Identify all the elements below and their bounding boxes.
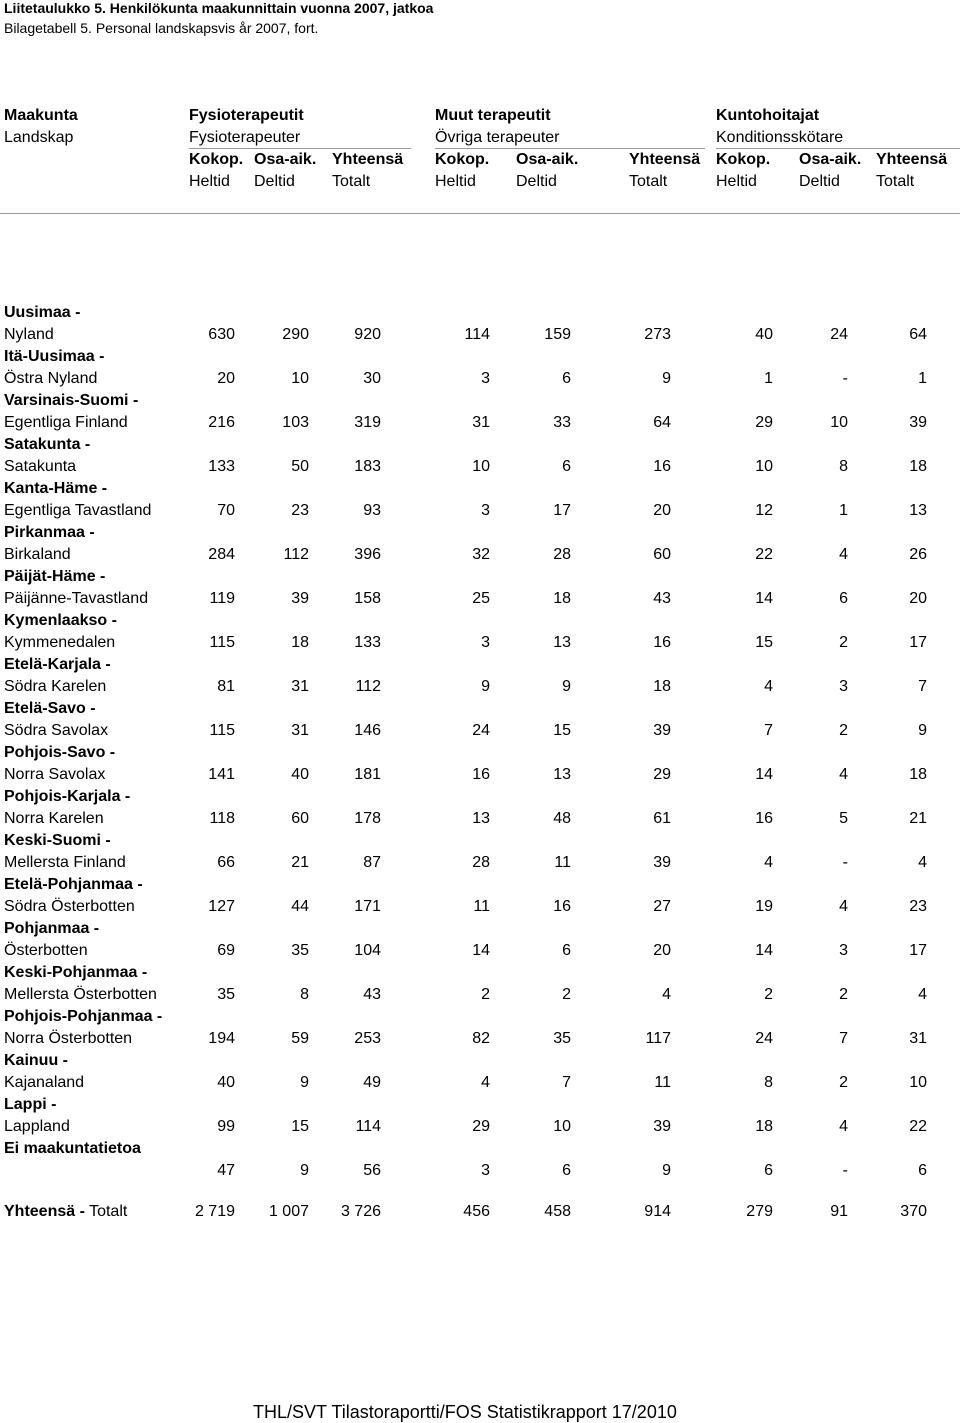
cell-fitness-parttime: 2 bbox=[839, 722, 848, 739]
cell-physio-fulltime: 284 bbox=[208, 546, 235, 563]
cell-other-parttime: 9 bbox=[562, 678, 571, 695]
cell-physio-parttime: 10 bbox=[291, 370, 309, 387]
cell-fitness-parttime: 7 bbox=[839, 1030, 848, 1047]
cell-physio-parttime: 15 bbox=[291, 1118, 309, 1135]
cell-other-parttime: 16 bbox=[553, 898, 571, 915]
cell-other-total: 39 bbox=[653, 1118, 671, 1135]
total-label-fi: Yhteensä - bbox=[4, 1203, 85, 1220]
cell-physio-parttime: 31 bbox=[291, 678, 309, 695]
cell-fitness-fulltime: 14 bbox=[755, 942, 773, 959]
cell-other-total: 9 bbox=[662, 370, 671, 387]
total-physio-fulltime: 2 719 bbox=[194, 1203, 235, 1220]
cell-other-fulltime: 31 bbox=[472, 414, 490, 431]
header-col-fulltime-sv: Heltid bbox=[189, 173, 230, 190]
cell-physio-total: 114 bbox=[355, 1118, 381, 1135]
header-col-fulltime-fi: Kokop. bbox=[189, 151, 244, 168]
cell-physio-total: 87 bbox=[363, 854, 381, 871]
cell-fitness-parttime: 4 bbox=[839, 766, 848, 783]
cell-other-fulltime: 3 bbox=[481, 370, 490, 387]
cell-fitness-total: 39 bbox=[909, 414, 927, 431]
header-col-parttime-fi: Osa-aik. bbox=[799, 151, 862, 168]
cell-fitness-fulltime: 12 bbox=[755, 502, 773, 519]
cell-other-parttime: 6 bbox=[562, 942, 571, 959]
region-name-fi: Kymenlaakso - bbox=[4, 612, 117, 629]
cell-other-total: 20 bbox=[653, 942, 671, 959]
cell-fitness-parttime: 4 bbox=[839, 546, 848, 563]
cell-other-fulltime: 25 bbox=[472, 590, 490, 607]
header-bottom-rule bbox=[0, 213, 960, 214]
header-col-total-sv: Totalt bbox=[629, 173, 668, 190]
header-col-parttime-fi: Osa-aik. bbox=[254, 151, 317, 168]
header-group-rule bbox=[435, 148, 705, 149]
cell-physio-parttime: 40 bbox=[291, 766, 309, 783]
cell-other-total: 39 bbox=[653, 854, 671, 871]
cell-other-parttime: 10 bbox=[553, 1118, 571, 1135]
cell-fitness-parttime: 1 bbox=[839, 502, 848, 519]
region-name-sv: Norra Österbotten bbox=[4, 1030, 133, 1047]
region-name-sv: Norra Karelen bbox=[4, 810, 104, 827]
region-name-fi: Pohjois-Savo - bbox=[4, 744, 116, 761]
cell-fitness-total: 22 bbox=[909, 1118, 927, 1135]
cell-physio-fulltime: 141 bbox=[208, 766, 235, 783]
cell-fitness-fulltime: 4 bbox=[764, 678, 773, 695]
header-col-parttime-sv: Deltid bbox=[516, 173, 557, 190]
region-name-sv: Österbotten bbox=[4, 942, 88, 959]
total-other-parttime: 458 bbox=[544, 1203, 571, 1220]
region-name-fi: Uusimaa - bbox=[4, 304, 81, 321]
cell-fitness-fulltime: 2 bbox=[764, 986, 773, 1003]
cell-physio-fulltime: 70 bbox=[217, 502, 235, 519]
total-fitness-total: 370 bbox=[900, 1203, 927, 1220]
cell-other-fulltime: 4 bbox=[481, 1074, 490, 1091]
region-name-fi: Pohjois-Pohjanmaa - bbox=[4, 1008, 163, 1025]
cell-other-fulltime: 9 bbox=[481, 678, 490, 695]
header-col-parttime-sv: Deltid bbox=[799, 173, 840, 190]
cell-fitness-fulltime: 19 bbox=[755, 898, 773, 915]
cell-other-total: 29 bbox=[653, 766, 671, 783]
cell-other-total: 60 bbox=[653, 546, 671, 563]
region-name-fi: Pohjanmaa - bbox=[4, 920, 100, 937]
cell-physio-fulltime: 20 bbox=[217, 370, 235, 387]
region-name-fi: Keski-Pohjanmaa - bbox=[4, 964, 148, 981]
cell-other-fulltime: 16 bbox=[472, 766, 490, 783]
cell-fitness-parttime: - bbox=[842, 370, 848, 387]
cell-physio-parttime: 112 bbox=[283, 546, 309, 563]
cell-physio-total: 133 bbox=[354, 634, 381, 651]
region-name-fi: Pirkanmaa - bbox=[4, 524, 95, 541]
cell-other-parttime: 18 bbox=[553, 590, 571, 607]
cell-physio-total: 183 bbox=[354, 458, 381, 475]
cell-physio-fulltime: 133 bbox=[208, 458, 235, 475]
cell-fitness-parttime: 24 bbox=[830, 326, 848, 343]
cell-fitness-fulltime: 15 bbox=[755, 634, 773, 651]
cell-physio-total: 158 bbox=[354, 590, 381, 607]
region-name-fi: Ei maakuntatietoa bbox=[4, 1140, 141, 1157]
cell-fitness-parttime: 10 bbox=[830, 414, 848, 431]
region-name-fi: Kainuu - bbox=[4, 1052, 68, 1069]
cell-physio-fulltime: 115 bbox=[209, 634, 235, 651]
region-name-fi: Etelä-Pohjanmaa - bbox=[4, 876, 143, 893]
cell-physio-parttime: 39 bbox=[291, 590, 309, 607]
cell-physio-parttime: 9 bbox=[300, 1162, 309, 1179]
cell-other-total: 273 bbox=[644, 326, 671, 343]
cell-other-parttime: 6 bbox=[562, 370, 571, 387]
total-other-fulltime: 456 bbox=[463, 1203, 490, 1220]
header-group-rule bbox=[189, 148, 411, 149]
cell-other-total: 64 bbox=[653, 414, 671, 431]
cell-physio-fulltime: 40 bbox=[217, 1074, 235, 1091]
cell-other-fulltime: 114 bbox=[464, 326, 490, 343]
cell-physio-total: 171 bbox=[354, 898, 381, 915]
cell-fitness-parttime: 4 bbox=[839, 1118, 848, 1135]
cell-other-total: 20 bbox=[653, 502, 671, 519]
cell-fitness-fulltime: 6 bbox=[764, 1162, 773, 1179]
cell-physio-fulltime: 69 bbox=[217, 942, 235, 959]
region-name-fi: Pohjois-Karjala - bbox=[4, 788, 131, 805]
cell-other-fulltime: 3 bbox=[481, 502, 490, 519]
cell-other-parttime: 7 bbox=[562, 1074, 571, 1091]
header-col-total-fi: Yhteensä bbox=[876, 151, 948, 168]
cell-fitness-parttime: 3 bbox=[839, 942, 848, 959]
cell-fitness-fulltime: 8 bbox=[764, 1074, 773, 1091]
cell-fitness-total: 6 bbox=[918, 1162, 927, 1179]
region-name-fi: Keski-Suomi - bbox=[4, 832, 111, 849]
cell-other-fulltime: 32 bbox=[472, 546, 490, 563]
header-group-fitness-sv: Konditionsskötare bbox=[716, 129, 844, 146]
cell-fitness-fulltime: 14 bbox=[755, 766, 773, 783]
header-group-physio-sv: Fysioterapeuter bbox=[189, 129, 301, 146]
header-group-physio-fi: Fysioterapeutit bbox=[189, 107, 304, 124]
cell-other-parttime: 13 bbox=[553, 766, 571, 783]
cell-other-fulltime: 11 bbox=[473, 898, 490, 915]
region-name-sv: Östra Nyland bbox=[4, 370, 98, 387]
cell-physio-total: 319 bbox=[354, 414, 381, 431]
region-name-sv: Södra Karelen bbox=[4, 678, 107, 695]
total-row-label bbox=[4, 1202, 127, 1222]
cell-fitness-parttime: - bbox=[842, 1162, 848, 1179]
cell-fitness-total: 17 bbox=[909, 634, 927, 651]
cell-other-fulltime: 10 bbox=[472, 458, 490, 475]
region-name-fi: Satakunta - bbox=[4, 436, 91, 453]
cell-physio-fulltime: 127 bbox=[208, 898, 235, 915]
cell-other-parttime: 13 bbox=[553, 634, 571, 651]
header-region-sv: Landskap bbox=[4, 129, 74, 146]
cell-other-parttime: 15 bbox=[553, 722, 571, 739]
region-name-sv: Egentliga Tavastland bbox=[4, 502, 152, 519]
region-name-fi: Kanta-Häme - bbox=[4, 480, 108, 497]
cell-physio-total: 112 bbox=[355, 678, 381, 695]
cell-other-fulltime: 3 bbox=[481, 1162, 490, 1179]
cell-fitness-total: 4 bbox=[918, 854, 927, 871]
cell-fitness-total: 7 bbox=[918, 678, 927, 695]
cell-physio-parttime: 44 bbox=[291, 898, 309, 915]
region-name-sv: Kymmenedalen bbox=[4, 634, 116, 651]
total-other-total: 914 bbox=[644, 1203, 671, 1220]
region-name-sv: Lappland bbox=[4, 1118, 70, 1135]
region-name-fi: Päijät-Häme - bbox=[4, 568, 106, 585]
cell-physio-parttime: 103 bbox=[282, 414, 309, 431]
cell-fitness-parttime: 3 bbox=[839, 678, 848, 695]
cell-physio-parttime: 31 bbox=[291, 722, 309, 739]
total-fitness-parttime: 91 bbox=[830, 1203, 848, 1220]
cell-other-total: 16 bbox=[653, 458, 671, 475]
cell-physio-parttime: 290 bbox=[282, 326, 309, 343]
cell-other-total: 4 bbox=[662, 986, 671, 1003]
cell-other-fulltime: 3 bbox=[481, 634, 490, 651]
cell-other-fulltime: 82 bbox=[472, 1030, 490, 1047]
cell-fitness-total: 17 bbox=[909, 942, 927, 959]
cell-physio-parttime: 60 bbox=[291, 810, 309, 827]
cell-fitness-total: 26 bbox=[909, 546, 927, 563]
cell-fitness-total: 18 bbox=[909, 458, 927, 475]
cell-other-total: 43 bbox=[653, 590, 671, 607]
cell-other-total: 16 bbox=[653, 634, 671, 651]
total-physio-parttime: 1 007 bbox=[268, 1203, 309, 1220]
cell-other-total: 61 bbox=[653, 810, 671, 827]
header-group-rule bbox=[716, 148, 960, 149]
cell-physio-fulltime: 81 bbox=[217, 678, 235, 695]
header-group-other-sv: Övriga terapeuter bbox=[435, 129, 560, 146]
cell-physio-total: 104 bbox=[354, 942, 381, 959]
region-name-sv: Mellersta Österbotten bbox=[4, 986, 157, 1003]
cell-fitness-fulltime: 14 bbox=[755, 590, 773, 607]
cell-fitness-fulltime: 18 bbox=[755, 1118, 773, 1135]
cell-other-parttime: 6 bbox=[562, 1162, 571, 1179]
cell-physio-fulltime: 35 bbox=[217, 986, 235, 1003]
cell-fitness-fulltime: 10 bbox=[755, 458, 773, 475]
header-group-other-fi: Muut terapeutit bbox=[435, 107, 551, 124]
cell-fitness-parttime: - bbox=[842, 854, 848, 871]
header-col-fulltime-sv: Heltid bbox=[716, 173, 757, 190]
region-name-sv: Birkaland bbox=[4, 546, 71, 563]
cell-other-total: 117 bbox=[645, 1030, 671, 1047]
cell-other-parttime: 2 bbox=[562, 986, 571, 1003]
cell-fitness-total: 21 bbox=[909, 810, 927, 827]
cell-other-fulltime: 14 bbox=[472, 942, 490, 959]
cell-physio-parttime: 9 bbox=[300, 1074, 309, 1091]
cell-fitness-fulltime: 4 bbox=[764, 854, 773, 871]
cell-fitness-total: 1 bbox=[918, 370, 927, 387]
header-col-fulltime-sv: Heltid bbox=[435, 173, 476, 190]
cell-physio-parttime: 18 bbox=[291, 634, 309, 651]
cell-fitness-total: 4 bbox=[918, 986, 927, 1003]
region-name-sv: Kajanaland bbox=[4, 1074, 85, 1091]
cell-fitness-fulltime: 16 bbox=[755, 810, 773, 827]
cell-physio-total: 146 bbox=[354, 722, 381, 739]
header-col-parttime-sv: Deltid bbox=[254, 173, 295, 190]
cell-physio-parttime: 8 bbox=[300, 986, 309, 1003]
cell-physio-fulltime: 119 bbox=[209, 590, 235, 607]
cell-fitness-parttime: 8 bbox=[839, 458, 848, 475]
cell-other-parttime: 159 bbox=[544, 326, 571, 343]
cell-physio-total: 49 bbox=[363, 1074, 381, 1091]
cell-fitness-fulltime: 7 bbox=[764, 722, 773, 739]
total-physio-total: 3 726 bbox=[340, 1203, 381, 1220]
region-name-fi: Lappi - bbox=[4, 1096, 57, 1113]
cell-physio-fulltime: 194 bbox=[208, 1030, 235, 1047]
cell-physio-total: 30 bbox=[363, 370, 381, 387]
footer-publication: THL/SVT Tilastoraportti/FOS Statistikrapport 17/2010 bbox=[253, 1402, 677, 1422]
cell-fitness-fulltime: 1 bbox=[764, 370, 773, 387]
table-title-sv: Bilagetabell 5. Personal landskapsvis år 2007, fort. bbox=[4, 20, 319, 36]
cell-fitness-parttime: 5 bbox=[839, 810, 848, 827]
cell-physio-total: 178 bbox=[354, 810, 381, 827]
cell-other-fulltime: 13 bbox=[472, 810, 490, 827]
header-region-fi: Maakunta bbox=[4, 107, 78, 124]
region-name-fi: Itä-Uusimaa - bbox=[4, 348, 105, 365]
region-name-fi: Etelä-Karjala - bbox=[4, 656, 111, 673]
table-title-fi: Liitetaulukko 5. Henkilökunta maakunnittain vuonna 2007, jatkoa bbox=[4, 0, 434, 16]
region-name-fi: Varsinais-Suomi - bbox=[4, 392, 139, 409]
header-col-total-fi: Yhteensä bbox=[629, 151, 701, 168]
header-col-total-sv: Totalt bbox=[876, 173, 915, 190]
cell-physio-total: 56 bbox=[363, 1162, 381, 1179]
cell-fitness-fulltime: 40 bbox=[755, 326, 773, 343]
region-name-fi: Etelä-Savo - bbox=[4, 700, 96, 717]
cell-other-fulltime: 24 bbox=[472, 722, 490, 739]
cell-other-total: 27 bbox=[653, 898, 671, 915]
cell-physio-fulltime: 99 bbox=[217, 1118, 235, 1135]
total-fitness-fulltime: 279 bbox=[746, 1203, 773, 1220]
cell-physio-total: 253 bbox=[354, 1030, 381, 1047]
cell-fitness-fulltime: 29 bbox=[755, 414, 773, 431]
cell-fitness-total: 31 bbox=[909, 1030, 927, 1047]
cell-physio-fulltime: 66 bbox=[217, 854, 235, 871]
cell-fitness-total: 18 bbox=[909, 766, 927, 783]
cell-other-fulltime: 28 bbox=[472, 854, 490, 871]
cell-physio-total: 93 bbox=[363, 502, 381, 519]
cell-fitness-total: 20 bbox=[909, 590, 927, 607]
cell-other-parttime: 6 bbox=[562, 458, 571, 475]
region-name-sv: Mellersta Finland bbox=[4, 854, 126, 871]
header-col-parttime-fi: Osa-aik. bbox=[516, 151, 579, 168]
total-label-sv: Totalt bbox=[89, 1203, 128, 1220]
region-name-sv: Egentliga Finland bbox=[4, 414, 128, 431]
cell-fitness-parttime: 2 bbox=[839, 1074, 848, 1091]
cell-other-parttime: 48 bbox=[553, 810, 571, 827]
cell-physio-fulltime: 630 bbox=[208, 326, 235, 343]
cell-physio-parttime: 21 bbox=[291, 854, 309, 871]
cell-fitness-parttime: 2 bbox=[839, 634, 848, 651]
cell-physio-parttime: 50 bbox=[291, 458, 309, 475]
cell-other-total: 11 bbox=[654, 1074, 671, 1091]
region-name-sv: Päijänne-Tavastland bbox=[4, 590, 149, 607]
header-group-fitness-fi: Kuntohoitajat bbox=[716, 107, 820, 124]
cell-other-parttime: 33 bbox=[553, 414, 571, 431]
header-col-total-sv: Totalt bbox=[332, 173, 371, 190]
cell-fitness-fulltime: 24 bbox=[755, 1030, 773, 1047]
cell-physio-parttime: 35 bbox=[291, 942, 309, 959]
region-name-sv: Norra Savolax bbox=[4, 766, 106, 783]
cell-physio-parttime: 59 bbox=[291, 1030, 309, 1047]
cell-other-parttime: 17 bbox=[553, 502, 571, 519]
cell-other-total: 9 bbox=[662, 1162, 671, 1179]
cell-physio-fulltime: 47 bbox=[217, 1162, 235, 1179]
cell-physio-fulltime: 118 bbox=[209, 810, 235, 827]
cell-fitness-fulltime: 22 bbox=[755, 546, 773, 563]
cell-physio-total: 43 bbox=[363, 986, 381, 1003]
cell-other-fulltime: 29 bbox=[472, 1118, 490, 1135]
cell-other-total: 39 bbox=[653, 722, 671, 739]
region-name-sv: Satakunta bbox=[4, 458, 77, 475]
header-col-fulltime-fi: Kokop. bbox=[716, 151, 771, 168]
cell-physio-total: 920 bbox=[354, 326, 381, 343]
cell-fitness-total: 23 bbox=[909, 898, 927, 915]
cell-physio-total: 396 bbox=[354, 546, 381, 563]
cell-fitness-parttime: 2 bbox=[839, 986, 848, 1003]
cell-other-parttime: 28 bbox=[553, 546, 571, 563]
cell-other-parttime: 11 bbox=[554, 854, 571, 871]
header-col-fulltime-fi: Kokop. bbox=[435, 151, 490, 168]
region-name-sv: Södra Österbotten bbox=[4, 898, 135, 915]
cell-physio-total: 181 bbox=[354, 766, 381, 783]
cell-fitness-parttime: 6 bbox=[839, 590, 848, 607]
cell-other-fulltime: 2 bbox=[481, 986, 490, 1003]
region-name-sv: Södra Savolax bbox=[4, 722, 109, 739]
cell-physio-fulltime: 115 bbox=[209, 722, 235, 739]
cell-fitness-total: 9 bbox=[918, 722, 927, 739]
cell-fitness-total: 64 bbox=[909, 326, 927, 343]
cell-fitness-parttime: 4 bbox=[839, 898, 848, 915]
cell-physio-fulltime: 216 bbox=[208, 414, 235, 431]
cell-fitness-total: 13 bbox=[909, 502, 927, 519]
header-col-total-fi: Yhteensä bbox=[332, 151, 404, 168]
cell-fitness-total: 10 bbox=[909, 1074, 927, 1091]
region-name-sv: Nyland bbox=[4, 326, 54, 343]
cell-other-parttime: 35 bbox=[553, 1030, 571, 1047]
cell-physio-parttime: 23 bbox=[291, 502, 309, 519]
cell-other-total: 18 bbox=[653, 678, 671, 695]
